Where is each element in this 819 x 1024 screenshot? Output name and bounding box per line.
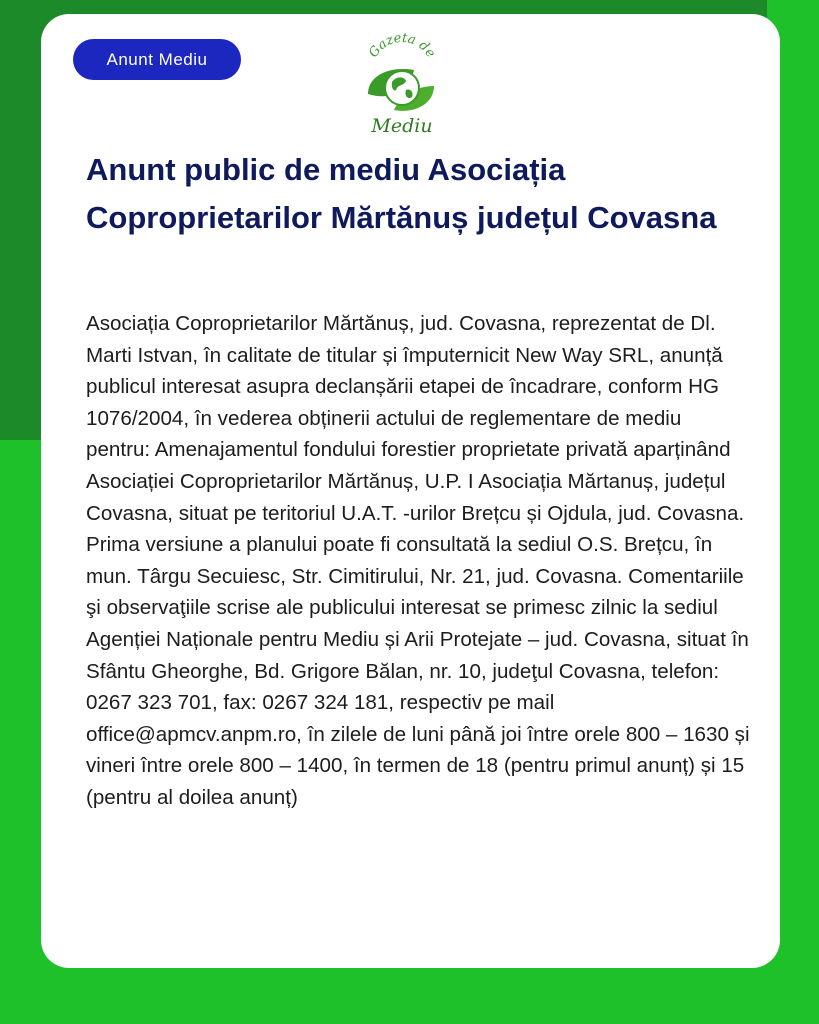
svg-text:Mediu: Mediu	[371, 115, 433, 137]
category-badge[interactable]: Anunt Mediu	[73, 39, 241, 80]
svg-text:Gazeta de: Gazeta de	[366, 30, 439, 61]
article-title: Anunt public de mediu Asociația Coproprietarilor Mărtănuș județul Covasna	[86, 152, 717, 235]
article-card	[41, 14, 780, 968]
article-body: Asociația Coproprietarilor Mărtănuș, jud. Covasna, reprezentat de Dl. Marti Istvan, în calitate de titular și împuternicit New Way SRL, anunță publicul interesat asupra declanșării etapei de încadrare, conform HG 1076/2004, în vederea obținerii actului de reglementare de mediu pentru: Amenajamentul fondului forestier proprietate privată aparținând Asociației Coproprietarilor Mărtănuș, U.P. I Asociația Mărtanuș, județul Covasna, situat pe teritoriul U.A.T. -urilor Brețcu și Ojdula, jud. Covasna. Prima versiune a planului poate fi consultată la sediul O.S. Brețcu, în mun. Târgu Secuiesc, Str. Cimitirului, Nr. 21, jud. Covasna. Comentariile şi observaţiile scrise ale publicului interesat se primesc zilnic la sediul Agenției Naționale pentru Mediu și Arii Protejate – jud. Covasna, situat în Sfântu Gheorghe, Bd. Grigore Bălan, nr. 10, judeţul Covasna, telefon: 0267 323 701, fax: 0267 324 181, respectiv pe mail office@apmcv.anpm.ro, în zilele de luni până joi între orele 800 – 1630 și vineri între orele 800 – 1400, în termen de 18 (pentru primul anunț) și 15 (pentru al doilea anunț)	[86, 312, 750, 809]
gazeta-de-mediu-logo	[358, 26, 446, 138]
globe-leaf-icon	[368, 69, 434, 111]
